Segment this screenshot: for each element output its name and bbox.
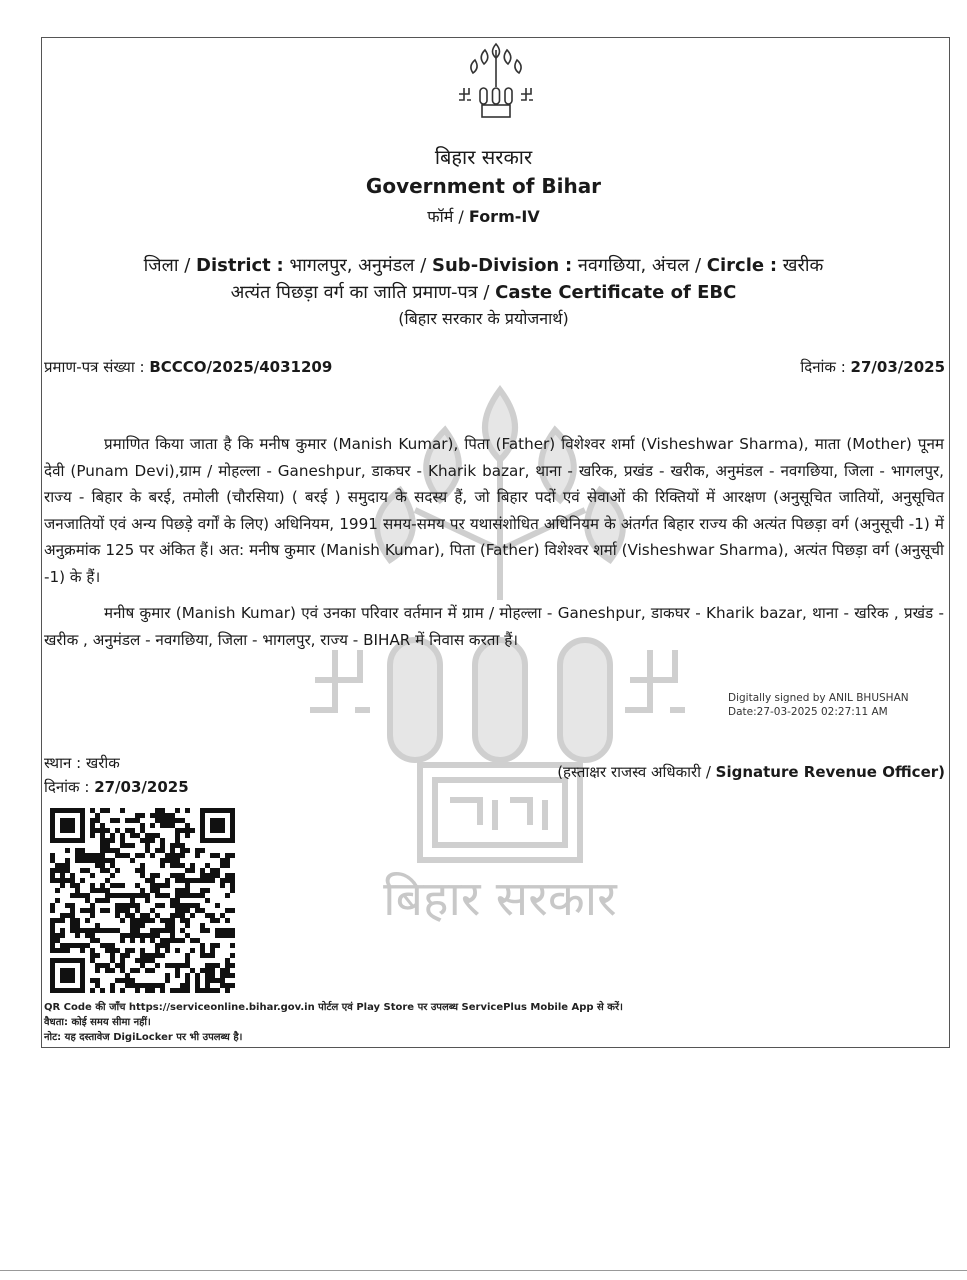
certificate-body-paragraph-2: मनीष कुमार (Manish Kumar) एवं उनका परिवार वर्तमान में ग्राम / मोहल्ला - Ganeshpur, डाकघर - Kharik bazar, थाना - खरिक , प्रखंड - खरीक , अनुमंडल - नवगछिया, जिला - भागलपुर, राज्य - BIHAR में निवास करता हैं।: [44, 604, 944, 649]
form-title: फॉर्म / Form-IV: [427, 207, 540, 226]
page-bottom-line: [0, 1270, 967, 1271]
watermark-text: बिहार सरकार: [383, 871, 617, 927]
certificate-number-label: प्रमाण-पत्र संख्या :: [44, 358, 145, 376]
certificate-title-english: Caste Certificate of EBC: [495, 282, 737, 303]
signature-officer-english: Signature Revenue Officer): [715, 763, 945, 781]
subdivision-label-hindi: अनुमंडल: [358, 255, 415, 276]
qr-verification-note: QR Code की जाँच https://serviceonline.bihar.gov.in पोर्टल एवं Play Store पर उपलब्ध ServicePlus Mobile App से करें।: [44, 1002, 623, 1013]
digital-signature-name: Digitally signed by ANIL BHUSHAN: [728, 692, 909, 704]
certificate-date-value: 27/03/2025: [850, 358, 945, 376]
issue-date-label: दिनांक :: [44, 778, 90, 796]
state-name-hindi: बिहार सरकार: [434, 145, 533, 169]
certificate-title: अत्यंत पिछड़ा वर्ग का जाति प्रमाण-पत्र / Caste Certificate of EBC: [230, 282, 737, 303]
issue-date-value: 27/03/2025: [94, 778, 189, 796]
certificate-number: [44, 357, 332, 377]
subdivision-value: नवगछिया: [577, 255, 641, 276]
place-value: खरीक: [85, 754, 120, 772]
bihar-emblem-icon: [455, 42, 537, 120]
digital-signature-date: Date:27-03-2025 02:27:11 AM: [728, 706, 888, 718]
digilocker-note: नोट: यह दस्तावेज DigiLocker पर भी उपलब्ध है।: [44, 1032, 243, 1043]
signature-officer: (हस्ताक्षर राजस्व अधिकारी / Signature Revenue Officer): [557, 763, 945, 781]
state-name-english: Government of Bihar: [365, 174, 602, 198]
district-label-english: District: [196, 255, 271, 276]
certificate-title-hindi: अत्यंत पिछड़ा वर्ग का जाति प्रमाण-पत्र: [230, 282, 478, 303]
form-label-english: Form-IV: [468, 207, 540, 226]
circle-value: खरीक: [782, 255, 824, 276]
validity-note: वैधता: कोई समय सीमा नहीं।: [44, 1017, 151, 1028]
certificate-date-label: दिनांक :: [800, 358, 846, 376]
circle-label-english: Circle: [706, 255, 765, 276]
form-label-hindi: फॉर्म: [427, 207, 454, 226]
district-value: भागलपुर: [289, 255, 347, 276]
qr-code-icon[interactable]: [50, 808, 235, 993]
certificate-date: [800, 357, 945, 377]
footer-notes: [44, 1000, 623, 1045]
circle-label-hindi: अंचल: [651, 255, 690, 276]
location-line: जिला / District : भागलपुर, अनुमंडल / Sub-Division : नवगछिया, अंचल / Circle : खरीक: [143, 255, 824, 276]
place-label: स्थान :: [44, 754, 82, 772]
certificate-body-paragraph-1: प्रमाणित किया जाता है कि मनीष कुमार (Manish Kumar), पिता (Father) विशेश्वर शर्मा (Visheshwar Sharma), माता (Mother) पूनम देवी (Punam Devi),ग्राम / मोहल्ला - Ganeshpur, डाकघर - Kharik bazar, थाना - खरिक, प्रखंड - खरीक, अनुमंडल - नवगछिया, जिला - भागलपुर, राज्य - बिहार के बरई, तमोली (चौरसिया) ( बरई ) समुदाय के सदस्य हैं, जो बिहार पदों एवं सेवाओं की रिक्तियों में आरक्षण (अनुसूचित जातियों, अनुसूचित जनजातियों एवं अन्य पिछड़े वर्गों के लिए) अधिनियम, 1991 समय-समय पर यथासंशोधित अधिनियम के अंतर्गत बिहार राज्य की अत्यंत पिछड़ा वर्ग (अनुसूची -1) में अनुक्रमांक 125 पर अंकित हैं। अत: मनीष कुमार (Manish Kumar), पिता (Father) विशेश्वर शर्मा (Visheshwar Sharma), अत्यंत पिछड़ा वर्ग (अनुसूची -1) के हैं।: [44, 435, 944, 586]
certificate-number-value: BCCCO/2025/4031209: [149, 358, 333, 376]
subdivision-label-english: Sub-Division: [432, 255, 560, 276]
certificate-purpose: (बिहार सरकार के प्रयोजनार्थ): [398, 309, 569, 328]
digital-signature: [728, 691, 909, 719]
signature-officer-hindi: (हस्ताक्षर राजस्व अधिकारी: [557, 763, 702, 781]
district-label-hindi: जिला: [143, 255, 179, 276]
place-date-block: [44, 751, 189, 799]
